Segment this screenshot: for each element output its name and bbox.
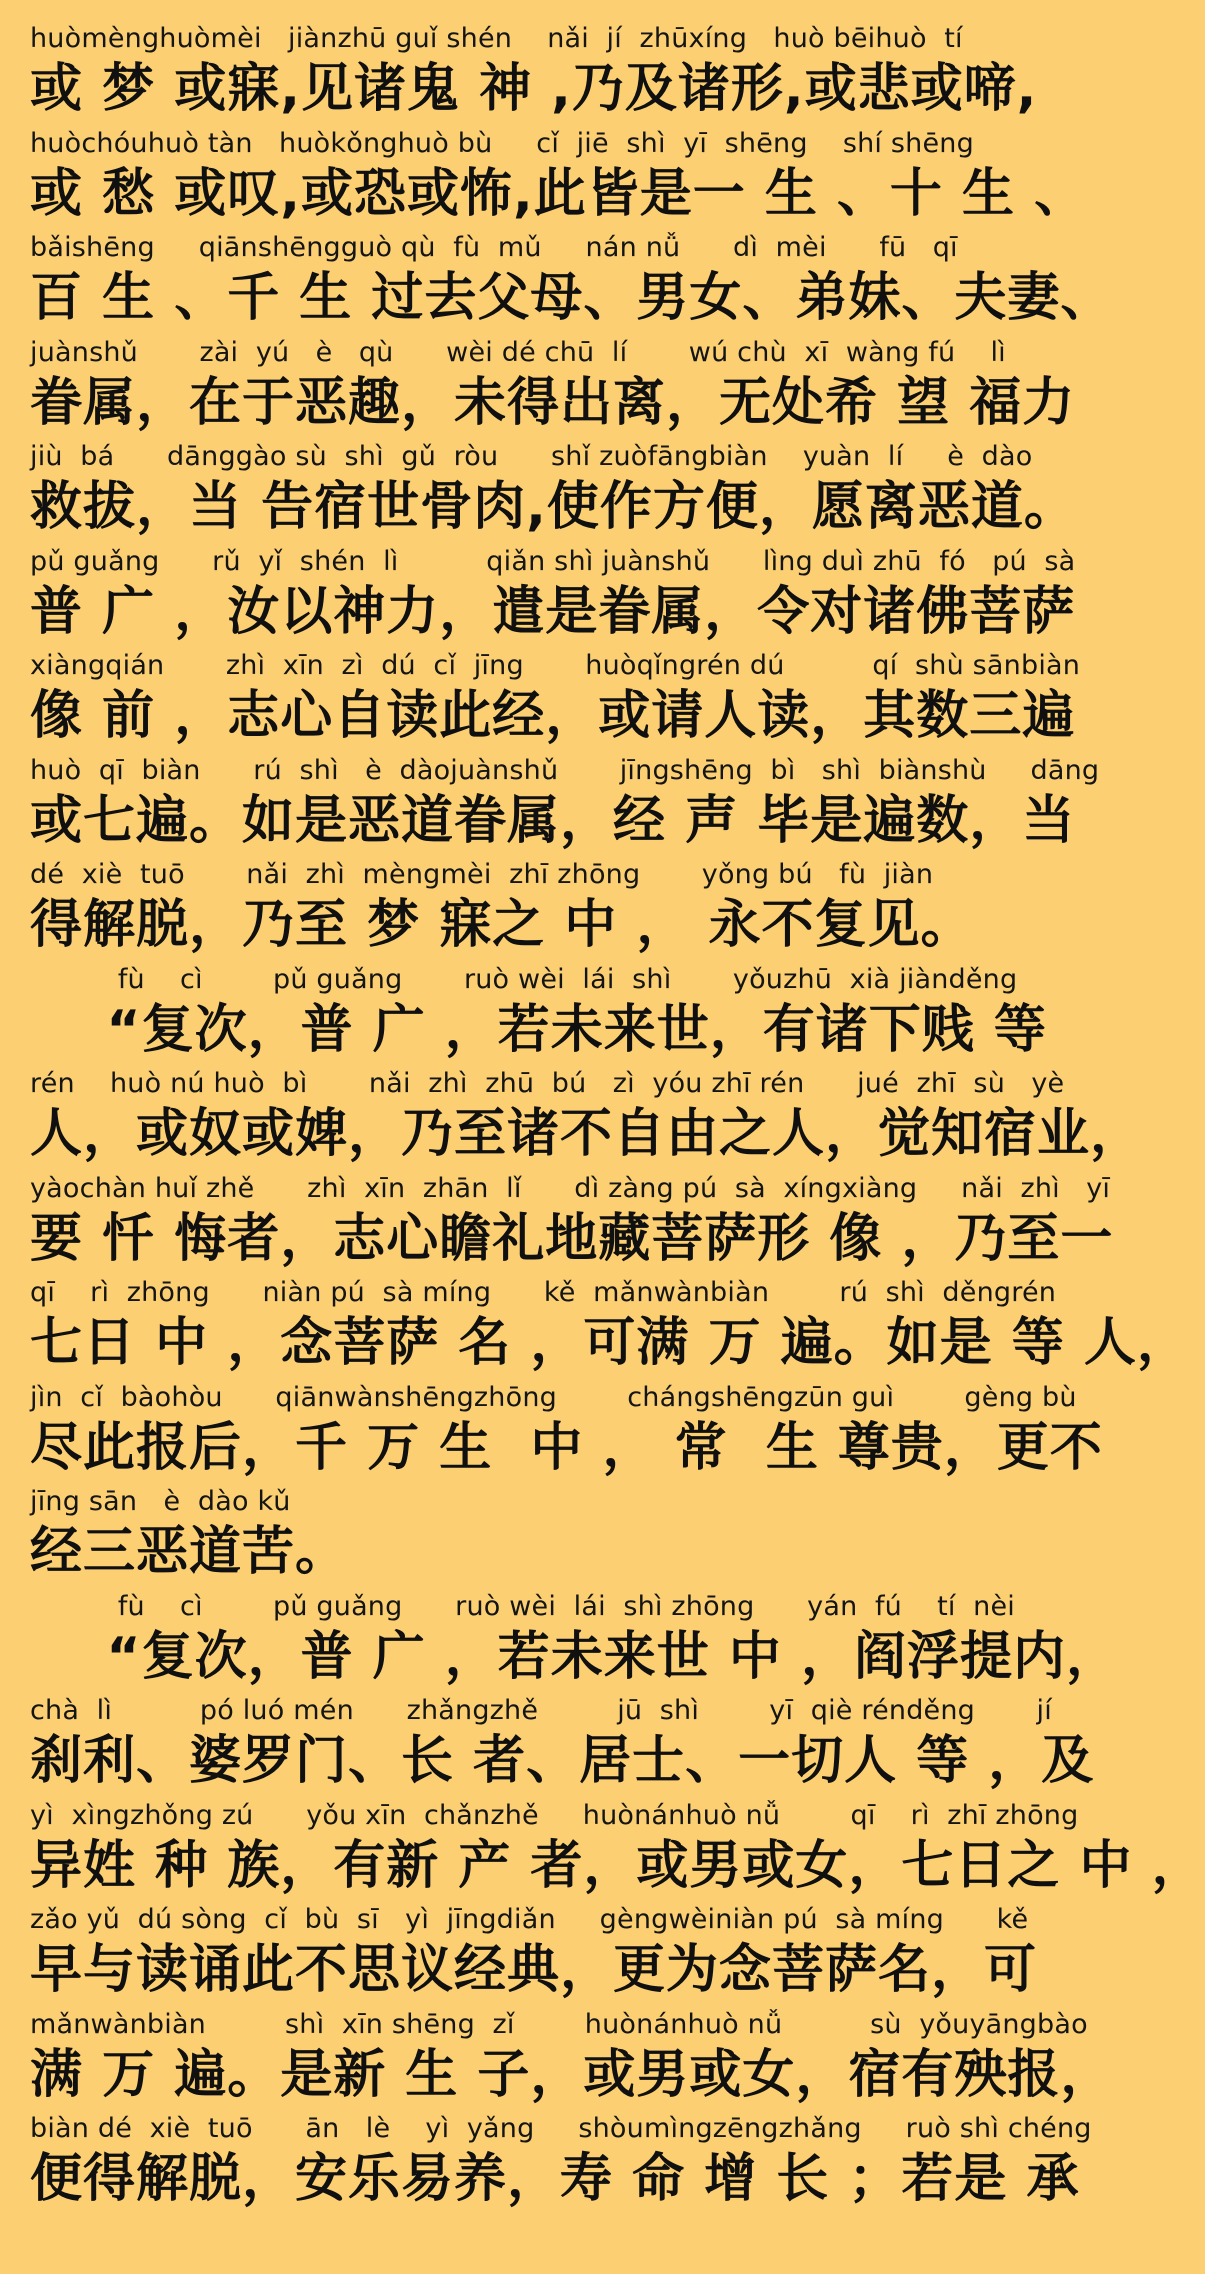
pinyin-annotation: rén huò nú huò bì nǎi zhì zhū bú zì yóu zhī rén jué zhī sù yè (30, 1068, 1065, 1099)
text-line (30, 1379, 1103, 1484)
chinese-text: 或七遍。如是恶道眷属，经 声 毕是遍数，当 (30, 790, 1076, 851)
pinyin-annotation: jìn cǐ bàohòu qiānwànshēngzhōng chángshēngzūn guì gèng bù (30, 1381, 1077, 1413)
chinese-text: 便得解脱，安乐易养，寿 命 增 长 ；若是 承 (30, 2149, 1080, 2209)
text-line (30, 1588, 1120, 1693)
pinyin-annotation: biàn dé xiè tuō ān lè yì yǎng shòumìngzēngzhǎng ruò shì chéng (30, 2113, 1092, 2144)
chinese-text: 异姓 种 族，有新 产 者，或男或女，七日之 中 ， (30, 1835, 1205, 1896)
chinese-text: 眷属，在于恶趣，未得出离，无处希 望 福力 (30, 372, 1076, 433)
pinyin-annotation: jīng sān è dào kǔ (30, 1486, 291, 1517)
pinyin-annotation: mǎnwànbiàn shì xīn shēng zǐ huònánhuò nǚ sù yǒuyāngbào (30, 2008, 1088, 2040)
chinese-text: 救拔，当 告宿世骨肉,使作方便，愿离恶道。 (30, 477, 1077, 537)
pinyin-annotation: zǎo yǔ dú sòng cǐ bù sī yì jīngdiǎn gèngwèiniàn pú sà míng kě (30, 1904, 1029, 1935)
pinyin-annotation: jiù bá dānggào sù shì gǔ ròu shǐ zuòfāngbiàn yuàn lí è dào (30, 441, 1033, 472)
text-line (30, 543, 1076, 648)
chinese-text: “复次，普 广 ，若未来世 中 ，阎浮提内， (30, 1626, 1120, 1687)
text-line (30, 229, 1114, 334)
chinese-text: 人，或奴或婢，乃至诸不自由之人，觉知宿业， (30, 1104, 1144, 1164)
chinese-text: 尽此报后，千 万 生 中 ， 常 生 尊贵，更不 (30, 1417, 1103, 1478)
chinese-text: 七日 中 ，念菩萨 名 ，可满 万 遍。如是 等 人， (30, 1313, 1190, 1373)
text-line (30, 647, 1081, 752)
pinyin-annotation: yì xìngzhǒng zú yǒu xīn chǎnzhě huònánhuò nǚ qī rì zhī zhōng (30, 1799, 1079, 1831)
scripture-text (30, 20, 1205, 2274)
chinese-text: 满 万 遍。是新 生 子，或男或女，宿有殃报， (30, 2044, 1114, 2105)
chinese-text: 早与读诵此不思议经典，更为念菩萨名，可 (30, 1940, 1038, 2000)
text-line (30, 2006, 1114, 2111)
chinese-text: 或 梦 或寐,见诸鬼 神 ,乃及诸形,或悲或啼, (30, 59, 1038, 119)
chinese-text: 像 前 ，志心自读此经，或请人读，其数三遍 (30, 686, 1076, 746)
text-line (30, 1274, 1190, 1379)
text-line (30, 1692, 1095, 1797)
pinyin-annotation: qī rì zhōng niàn pú sà míng kě mǎnwànbiàn rú shì děngrén (30, 1277, 1057, 1308)
text-line (30, 856, 1050, 961)
pinyin-annotation: pǔ guǎng rǔ yǐ shén lì qiǎn shì juànshǔ lìng duì zhū fó pú sà (30, 545, 1076, 577)
text-line (30, 20, 1050, 125)
text-line (30, 1797, 1205, 1902)
text-line (30, 334, 1076, 439)
pinyin-annotation: huòchóuhuò tàn huòkǒnghuò bù cǐ jiē shì yī shēng shí shēng (30, 127, 974, 159)
text-line (30, 1901, 1050, 2006)
chinese-text: 普 广 ，汝以神力，遣是眷属，令对诸佛菩萨 (30, 581, 1076, 642)
text-line (30, 1065, 1144, 1170)
pinyin-annotation: fù cì pǔ guǎng ruò wèi lái shì yǒuzhū xià jiànděng (30, 963, 1018, 995)
pinyin-annotation: huòmènghuòmèi jiànzhū guǐ shén nǎi jí zhūxíng huò bēihuò tí (30, 23, 963, 54)
pinyin-annotation: fù cì pǔ guǎng ruò wèi lái shì zhōng yán fú tí nèi (30, 1590, 1015, 1622)
chinese-text: 经三恶道苦。 (30, 1522, 349, 1582)
chinese-text: 得解脱，乃至 梦 寐之 中 ， 永不复见。 (30, 895, 974, 955)
pinyin-annotation: xiàngqián zhì xīn zì dú cǐ jīng huòqǐngrén dú qí shù sānbiàn (30, 650, 1081, 681)
text-line (30, 1170, 1114, 1275)
chinese-text: 或 愁 或叹,或恐或怖,此皆是一 生 、十 生 、 (30, 163, 1088, 224)
pinyin-annotation: huò qī biàn rú shì è dàojuànshǔ jīngshēng bì shì biànshù dāng (30, 754, 1100, 786)
pinyin-annotation: yàochàn huǐ zhě zhì xīn zhān lǐ dì zàng pú sà xíngxiàng nǎi zhì yī (30, 1172, 1111, 1204)
text-line (30, 438, 1077, 543)
text-line (30, 2110, 1092, 2215)
pinyin-annotation: juànshǔ zài yú è qù wèi dé chū lí wú chù xī wàng fú lì (30, 336, 1006, 368)
pinyin-annotation: dé xiè tuō nǎi zhì mèngmèi zhī zhōng yǒng bú fù jiàn (30, 859, 934, 890)
chinese-text: 要 忏 悔者，志心瞻礼地藏菩萨形 像 ，乃至一 (30, 1208, 1114, 1269)
pinyin-annotation: chà lì pó luó mén zhǎngzhě jū shì yī qiè rénděng jí (30, 1695, 1052, 1726)
text-line (30, 961, 1050, 1066)
text-line (30, 125, 1088, 230)
chinese-text: 百 生 、千 生 过去父母、男女、弟妹、夫妻、 (30, 268, 1114, 328)
chinese-text: 刹利、婆罗门、长 者、居士、一切人 等 ，及 (30, 1731, 1095, 1791)
chinese-text: “复次，普 广 ，若未来世，有诸下贱 等 (30, 999, 1047, 1060)
pinyin-annotation: bǎishēng qiānshēngguò qù fù mǔ nán nǚ dì mèi fū qī (30, 232, 958, 263)
text-line (30, 1483, 1050, 1588)
text-line (30, 752, 1100, 857)
